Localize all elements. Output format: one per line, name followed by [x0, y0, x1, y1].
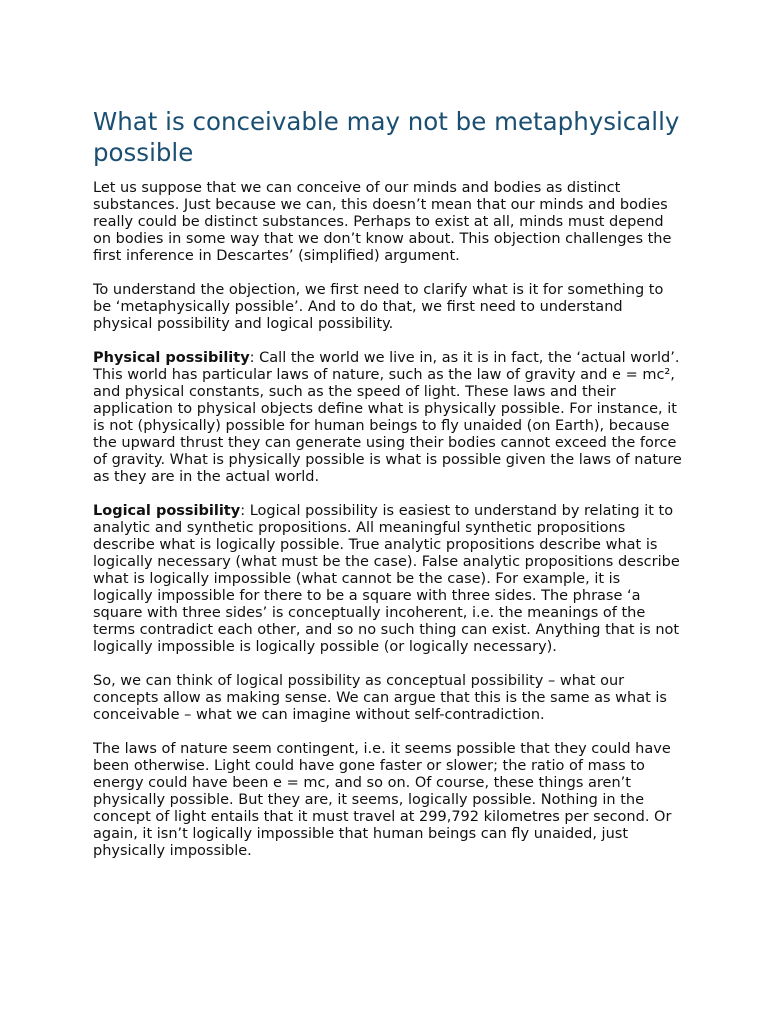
- paragraph-conceptual-possibility: So, we can think of logical possibility as conceptual possibility – what our concepts allow as making sense. We can argue that this is the same as what is conceivable – what we can imagine without self-contradiction.: [93, 673, 667, 723]
- paragraph-laws-of-nature: The laws of nature seem contingent, i.e. it seems possible that they could have been otherwise. Light could have gone faster or slower; the ratio of mass to energy could have been e = mc, and so on. Of course, these things aren’t physically possible. But they are, it seems, logically possible. Nothing in the concept of light entails that it must travel at 299,792 kilometres per second. Or again, it isn’t logically impossible that human beings can fly unaided, just physically impossible.: [93, 741, 672, 859]
- document-title: What is conceivable may not be metaphysically possible: [93, 107, 680, 167]
- term-logical-possibility: Logical possibility: [93, 503, 241, 519]
- document-page: [93, 106, 683, 877]
- physical-possibility-text: : Call the world we live in, as it is in fact, the ‘actual world’. This world has particular laws of nature, such as the law of gravity and e = mc², and physical constants, such as the speed of light. These laws and their application to physical objects define what is physically possible. For instance, it is not (physically) possible for human beings to fly unaided (on Earth), because the upward thrust they can generate using their bodies cannot exceed the force of gravity. What is physically possible is what is possible given the laws of nature as they are in the actual world.: [93, 350, 682, 485]
- paragraph-logical-possibility: [93, 503, 683, 656]
- paragraph-physical-possibility: [93, 350, 683, 486]
- term-physical-possibility: Physical possibility: [93, 350, 250, 366]
- paragraph-intro: Let us suppose that we can conceive of our minds and bodies as distinct substances. Just because we can, this doesn’t mean that our minds and bodies really could be distinct substances. Perhaps to exist at all, minds must depend on bodies in some way that we don’t know about. This objection challenges the first inference in Descartes’ (simplified) argument.: [93, 180, 672, 264]
- paragraph-objection: To understand the objection, we first need to clarify what is it for something to be ‘metaphysically possible’. And to do that, we first need to understand physical possibility and logical possibility.: [93, 282, 664, 332]
- logical-possibility-text: : Logical possibility is easiest to understand by relating it to analytic and synthetic propositions. All meaningful synthetic propositions describe what is logically possible. True analytic propositions describe what is logically necessary (what must be the case). False analytic propositions describe what is logically impossible (what cannot be the case). For example, it is logically impossible for there to be a square with three sides. The phrase ‘a square with three sides’ is conceptually incoherent, i.e. the meanings of the terms contradict each other, and so no such thing can exist. Anything that is not logically impossible is logically possible (or logically necessary).: [93, 503, 680, 655]
